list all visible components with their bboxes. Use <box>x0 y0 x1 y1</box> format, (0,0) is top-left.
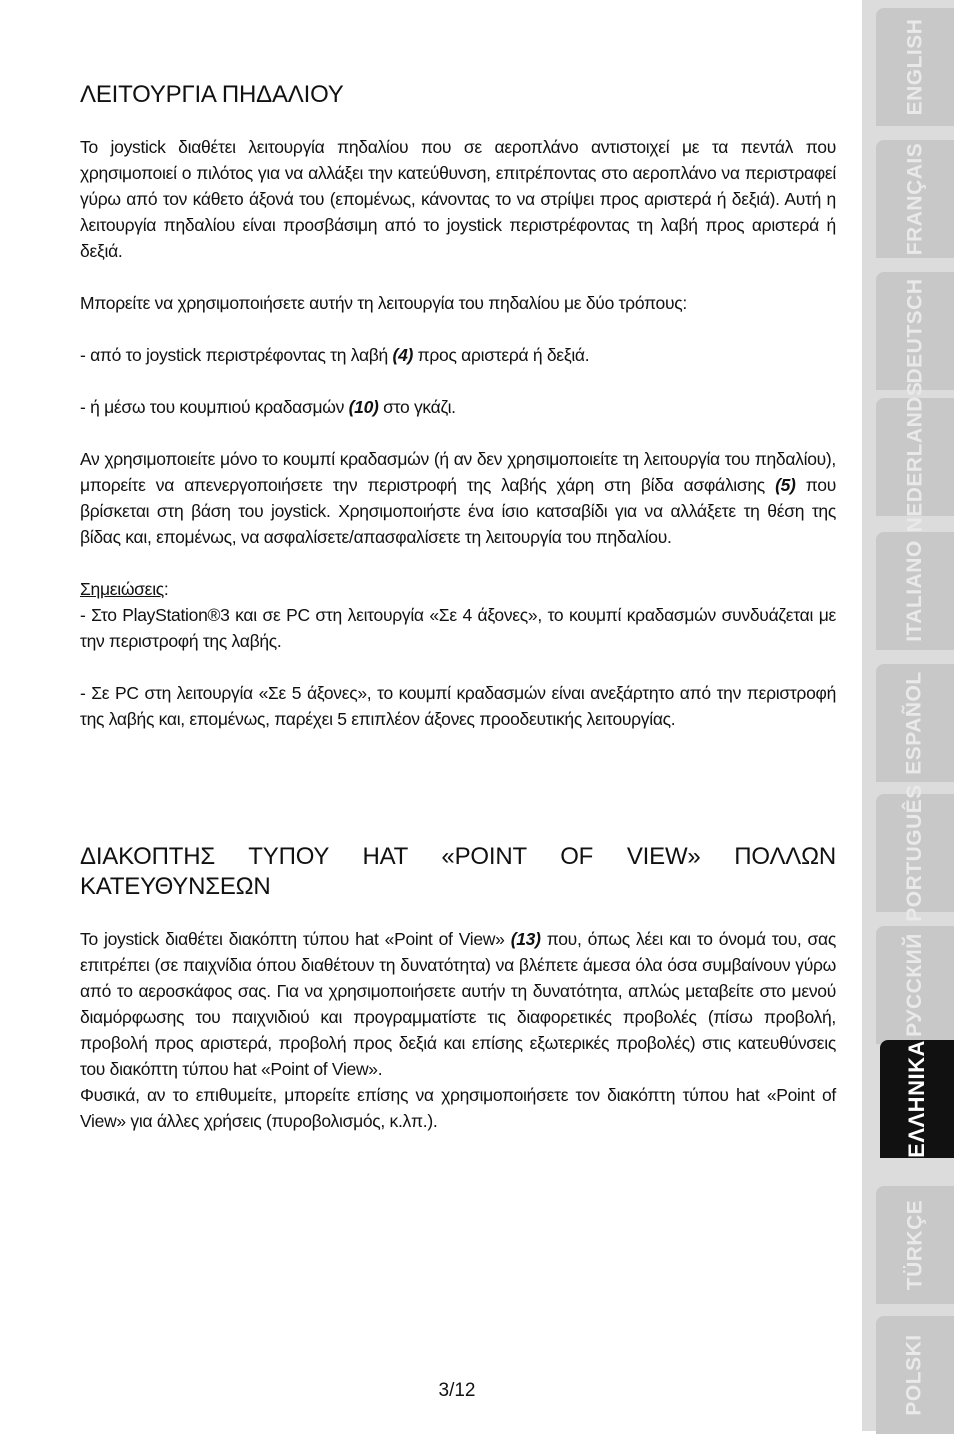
ref-number: (4) <box>392 345 414 365</box>
language-tab-english[interactable]: ENGLISH <box>876 8 954 126</box>
notes-label: Σημειώσεις <box>80 579 164 599</box>
language-tab-francais[interactable]: FRANÇAIS <box>876 140 954 258</box>
language-tab-polski[interactable]: POLSKI <box>876 1316 954 1434</box>
list-item-method-2: - ή μέσω του κουμπιού κραδασμών (10) στο γκάζι. <box>80 397 456 417</box>
note-item-2: - Σε PC στη λειτουργία «Σε 5 άξονες», το κουμπί κραδασμών είναι ανεξάρτητο από την περιστροφή της λαβής και, επομένως, παρέχει 5 επιπλέον άξονες προοδευτικής λειτουργίας. <box>80 683 836 729</box>
language-sidebar <box>862 0 954 1431</box>
language-tab-italiano[interactable]: ITALIANO <box>876 532 954 650</box>
language-tab-turkce[interactable]: TÜRKÇE <box>876 1186 954 1304</box>
ref-number: (13) <box>510 929 541 949</box>
section-title-rudder: ΛΕΙΤΟΥΡΓΙΑ ΠΗΔΑΛΙΟΥ <box>80 81 344 108</box>
list-item-method-1: - από το joystick περιστρέφοντας τη λαβή (4) προς αριστερά ή δεξιά. <box>80 345 590 365</box>
language-tab-greek-active[interactable]: ΕΛΛΗΝΙΚΑ <box>880 1040 954 1158</box>
notes-heading: Σημειώσεις: <box>80 579 169 599</box>
document-body <box>80 80 836 1160</box>
paragraph-hat-switch: Το joystick διαθέτει διακόπτη τύπου hat «Point of View» (13) που, όπως λέει και το όνομά του, σας επιτρέπει (σε παιχνίδια όπου διαθέτουν τη δυνατότητα) να βλέπετε άμεσα όλα όσα συμβαίνουν γύρω από το αεροσκάφος σας. Για να χρησιμοποιήσετε αυτήν τη δυνατότητα, απλώς μεταβείτε στο μενού διαμόρφωσης του παιχνιδιού και προγραμματίστε τις διαφορετικές προβολές (πίσω προβολή, προβολή προς αριστερά, προβολή προς δεξιά και επίσης εξωτερικές προβολές) στις κατευθύνσεις του διακόπτη τύπου hat «Point of View». <box>80 929 837 1079</box>
language-tab-espanol[interactable]: ESPAÑOL <box>876 664 954 782</box>
page-number: 3/12 <box>438 1380 476 1401</box>
language-tab-russian[interactable]: РУССКИЙ <box>876 926 954 1044</box>
ref-number: (10) <box>348 397 379 417</box>
paragraph-lock-screw: Αν χρησιμοποιείτε μόνο το κουμπί κραδασμών (ή αν δεν χρησιμοποιείτε τη λειτουργία του πηδαλίου), μπορείτε να απενεργοποιήσετε την περιστροφή της λαβής χάρη στη βίδα ασφάλισης (5) που βρίσκεται στη βάση του joystick. Χρησιμοποιήστε ένα ίσιο κατσαβίδι για να αλλάξετε τη θέση της βίδας και, επομένως, να ασφαλίσετε/απασφαλίσετε τη λειτουργία του πηδαλίου. <box>80 449 836 547</box>
note-item-1: - Στο PlayStation®3 και σε PC στη λειτουργία «Σε 4 άξονες», το κουμπί κραδασμών συνδυάζεται με την περιστροφή της λαβής. <box>80 605 836 651</box>
language-tab-deutsch[interactable]: DEUTSCH <box>876 272 954 390</box>
paragraph-rudder-methods: Μπορείτε να χρησιμοποιήσετε αυτήν τη λειτουργία του πηδαλίου με δύο τρόπους: <box>80 293 687 313</box>
paragraph-hat-other-uses: Φυσικά, αν το επιθυμείτε, μπορείτε επίσης να χρησιμοποιήσετε τον διακόπτη τύπου hat «Point of View» για άλλες χρήσεις (πυροβολισμός, κ.λπ.). <box>80 1085 836 1131</box>
section-title-hat-switch: ΔΙΑΚΟΠΤΗΣ ΤΥΠΟΥ HAT «POINT OF VIEW» ΠΟΛΛΩΝ ΚΑΤΕΥΘΥΝΣΕΩΝ <box>80 843 836 900</box>
language-tab-portugues[interactable]: PORTUGUÊS <box>876 794 954 912</box>
ref-number: (5) <box>775 475 796 495</box>
language-tab-nederlands[interactable]: NEDERLANDS <box>876 398 954 516</box>
paragraph-rudder-intro: Το joystick διαθέτει λειτουργία πηδαλίου που σε αεροπλάνο αντιστοιχεί με τα πεντάλ που χρησιμοποιεί ο πιλότος για να αλλάξει την κατεύθυνση, επιτρέποντας στο αεροπλάνο να περιστραφεί γύρω από τον κάθετο άξονά του (επομένως, κάνοντας το να στρίψει προς αριστερά ή δεξιά). Αυτή η λειτουργία πηδαλίου είναι προσβάσιμη από το joystick περιστρέφοντας τη λαβή προς αριστερά ή δεξιά. <box>80 137 836 261</box>
